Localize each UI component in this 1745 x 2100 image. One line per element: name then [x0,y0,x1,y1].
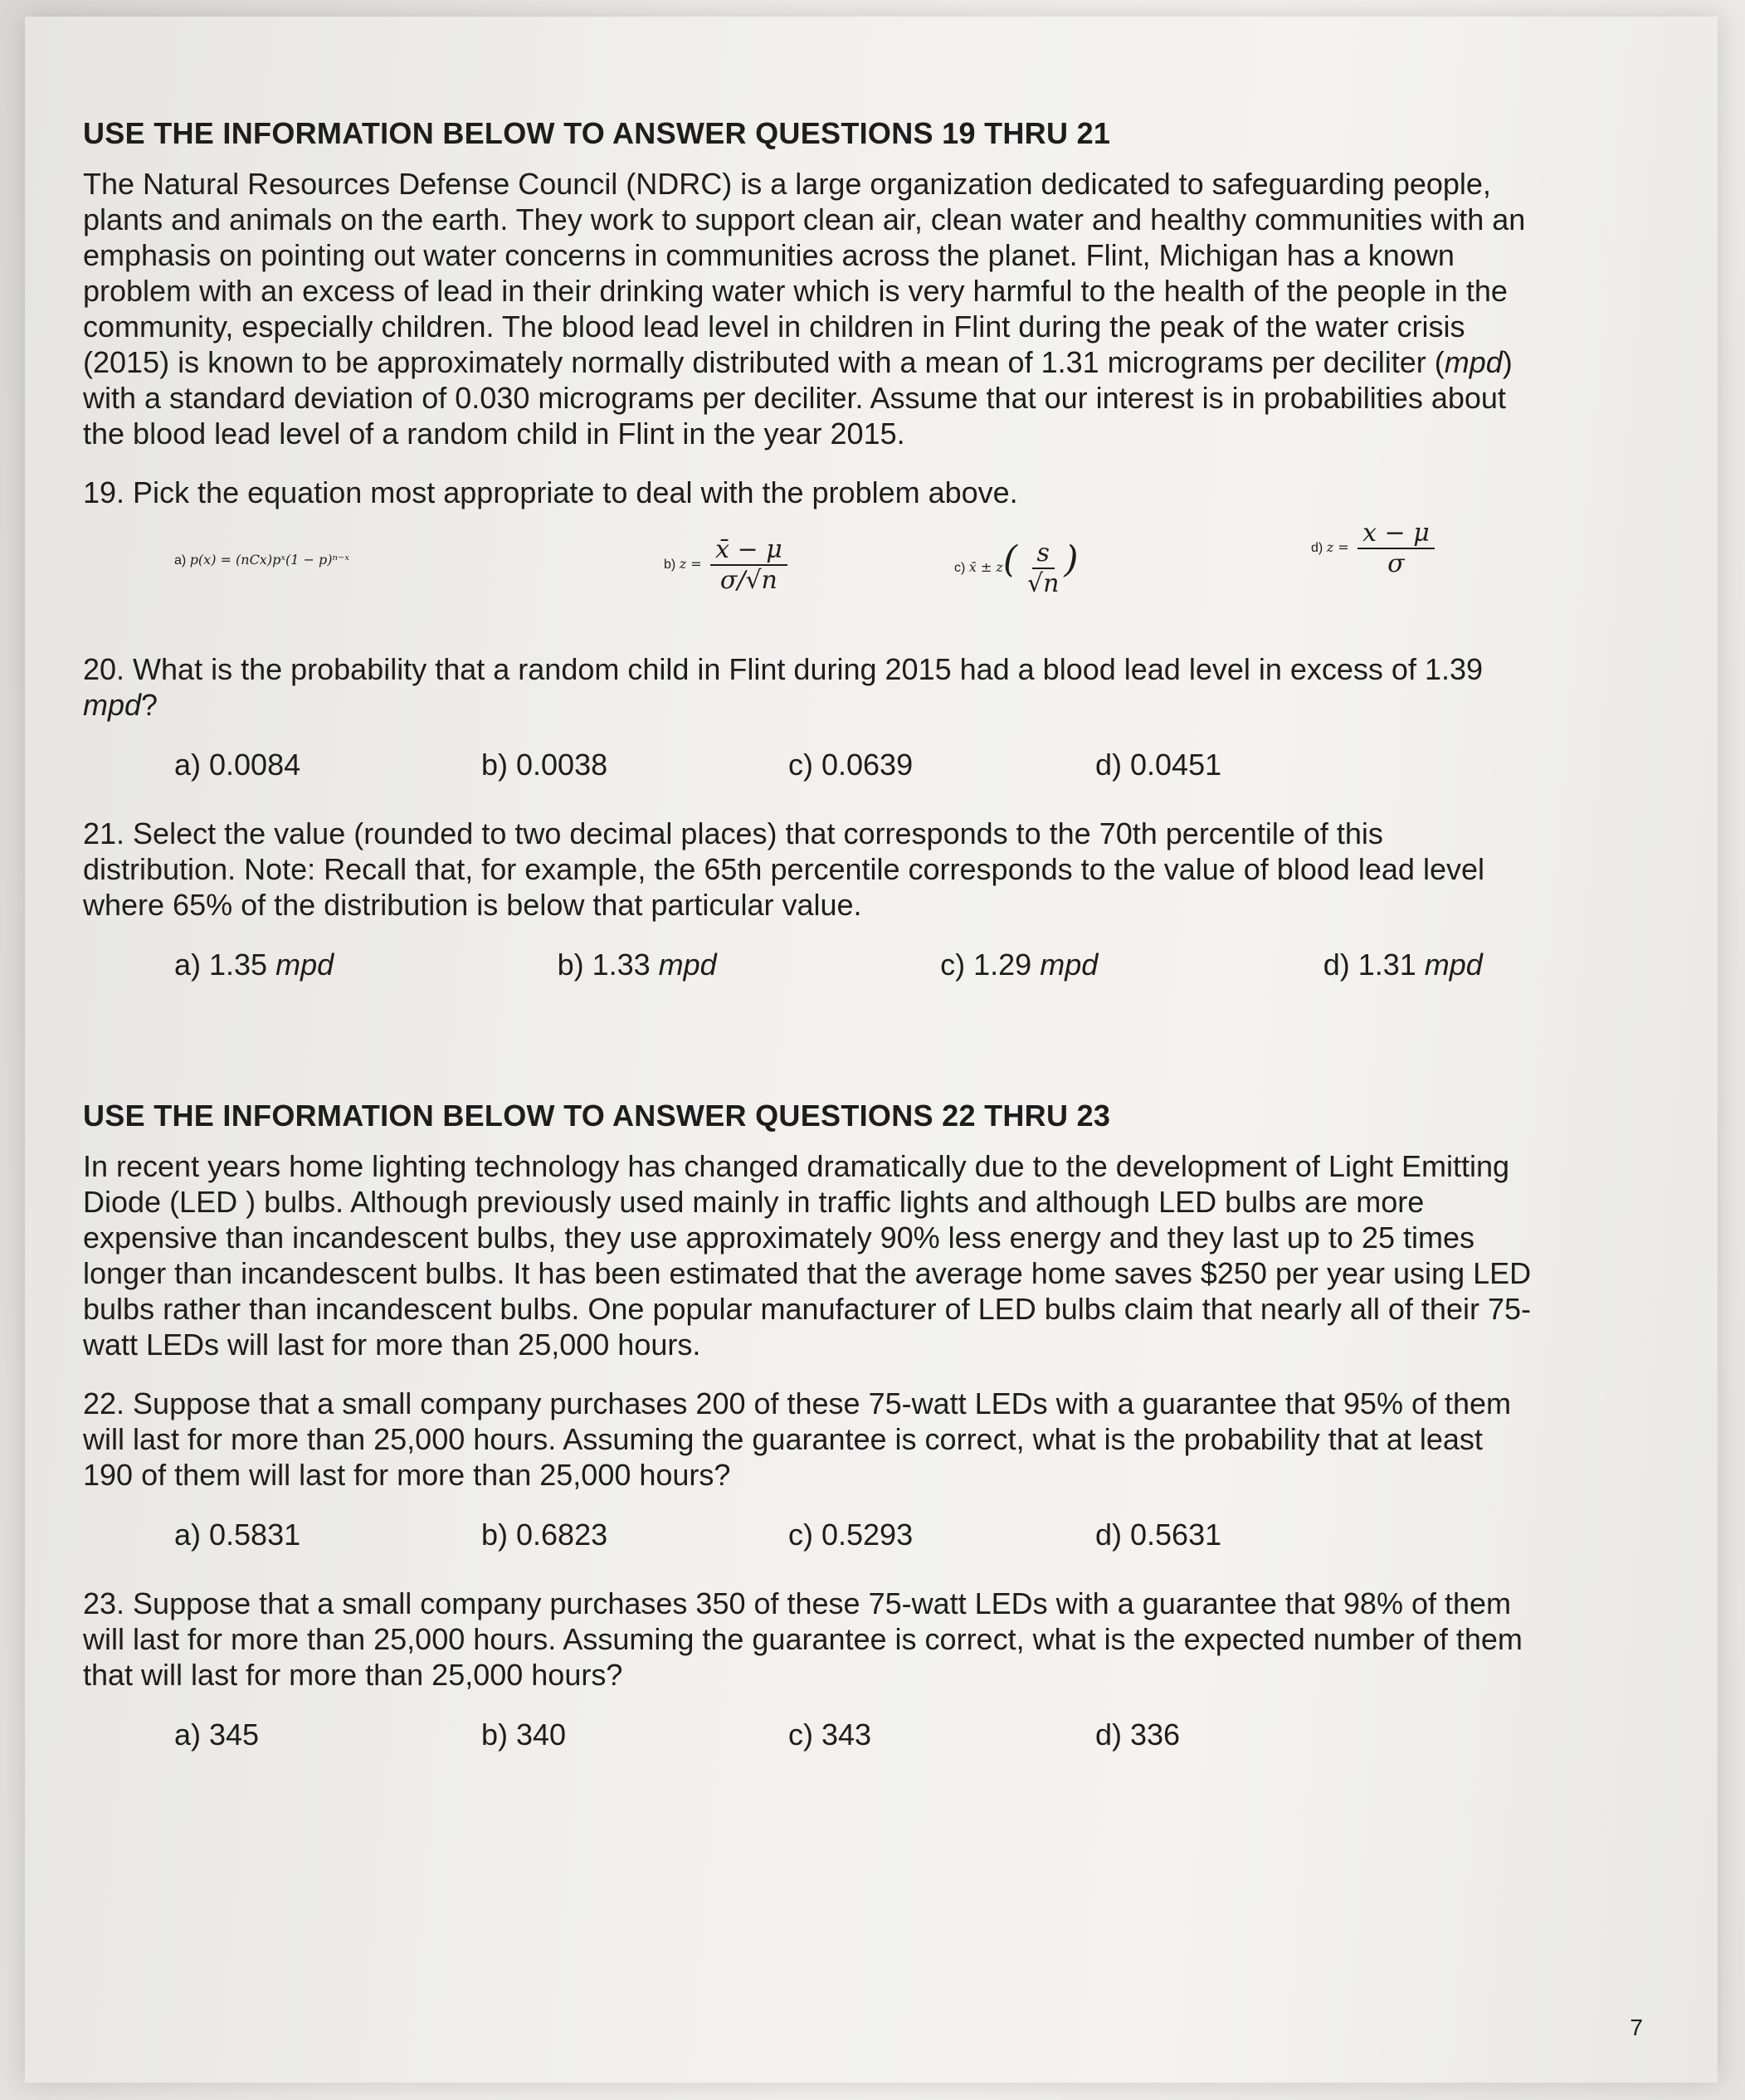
choice-21-a[interactable]: a) 1.35 mpd [174,948,334,982]
choice-21-d[interactable]: d) 1.31 mpd [1323,948,1483,982]
question-19-choices [83,519,1535,610]
choice-22-b[interactable]: b) 0.6823 [481,1518,608,1552]
choice-22-d[interactable]: d) 0.5631 [1095,1518,1222,1552]
choice-23-a[interactable]: a) 345 [174,1718,260,1752]
question-20-choices [83,748,1535,782]
choice-21-b[interactable]: b) 1.33 mpd [557,948,717,982]
choice-20-a[interactable]: a) 0.0084 [174,748,301,782]
formula-fraction: $\frac{s}{√n}$ [1026,538,1060,598]
question-21: 21. Select the value (rounded to two decimal places) that corresponds to the 70th percentile of this distribution. Note: Recall that, for example, the 65th percentile corresponds to the value of blood lead level where 65% of the distribution is below that particular value. [83,816,1484,922]
question-22: 22. Suppose that a small company purchases 200 of these 75-watt LEDs with a guarantee that 95% of them will last for more than 25,000 hours. Assuming the guarantee is correct, what is the probability that at least 190 of them will last for more than 25,000 hours? [83,1386,1512,1492]
formula-fraction: $\frac{x̄ - \mu}{\sigma/√n}$ [710,535,787,595]
section-heading-22-23: USE THE INFORMATION BELOW TO ANSWER QUESTIONS 22 THRU 23 [83,1099,1111,1133]
question-20: 20. What is the probability that a random child in Flint during 2015 had a blood lead level in excess of 1.39 mpd? [83,652,1484,722]
question-19: 19. Pick the equation most appropriate to deal with the problem above. [83,475,1018,509]
choice-19-c[interactable]: c) x̄ ± z( $\frac{s}{√n}$ ) [954,538,1079,598]
question-21-choices [83,948,1535,982]
choice-20-b[interactable]: b) 0.0038 [481,748,608,782]
choice-23-b[interactable]: b) 340 [481,1718,567,1752]
section-intro-led: In recent years home lighting technology has changed dramatically due to the development of Light Emitting Diode (LED ) bulbs. Although previously used mainly in traffic lights and although LED bulbs are more expensive than incandescent bulbs, they use approximately 90% less energy and they last up to 25 times longer than incandescent bulbs. It has been estimated that the average home saves $250 per year using LED bulbs rather than incandescent bulbs. One popular manufacturer of LED bulbs claim that nearly all of their 75-watt LEDs will last for more than 25,000 hours. [83,1149,1532,1362]
choice-22-c[interactable]: c) 0.5293 [788,1518,914,1552]
worksheet-page [25,17,1718,2083]
choice-19-d[interactable]: d) z = $\frac{x - \mu}{\sigma}$ [1311,519,1435,578]
formula-fraction: $\frac{x - \mu}{\sigma}$ [1357,519,1435,578]
choice-23-d[interactable]: d) 336 [1095,1718,1181,1752]
choice-23-c[interactable]: c) 343 [788,1718,872,1752]
choice-20-d[interactable]: d) 0.0451 [1095,748,1222,782]
question-23-choices [83,1718,1535,1752]
section-intro-flint: The Natural Resources Defense Council (NDRC) is a large organization dedicated to safeguarding people, plants and animals on the earth. They work to support clean air, clean water and healthy communities with an emphasis on pointing out water concerns in communities across the planet. Flint, Michigan has a known problem with an excess of lead in their drinking water which is very harmful to the health of the people in the community, especially children. The blood lead level in children in Flint during the peak of the water crisis (2015) is known to be approximately normally distributed with a mean of 1.31 micrograms per deciliter (mpd) with a standard deviation of 0.030 micrograms per deciliter. Assume that our interest is in probabilities about the blood lead level of a random child in Flint in the year 2015. [83,167,1526,451]
page-number: 7 [1630,2015,1643,2040]
choice-19-b[interactable]: b) z = $\frac{x̄ - \mu}{\sigma/√n}$ [664,535,787,595]
page-content [83,91,1535,1786]
section-heading-19-21: USE THE INFORMATION BELOW TO ANSWER QUESTIONS 19 THRU 21 [83,116,1111,150]
choice-20-c[interactable]: c) 0.0639 [788,748,914,782]
choice-19-a[interactable]: a) p(x) = (nCx)pˣ(1 − p)ⁿ⁻ˣ [174,552,350,568]
question-23: 23. Suppose that a small company purchases 350 of these 75-watt LEDs with a guarantee that 98% of them will last for more than 25,000 hours. Assuming the guarantee is correct, what is the expected number of them that will last for more than 25,000 hours? [83,1586,1523,1692]
choice-21-c[interactable]: c) 1.29 mpd [940,948,1099,982]
question-22-choices [83,1518,1535,1552]
choice-22-a[interactable]: a) 0.5831 [174,1518,301,1552]
